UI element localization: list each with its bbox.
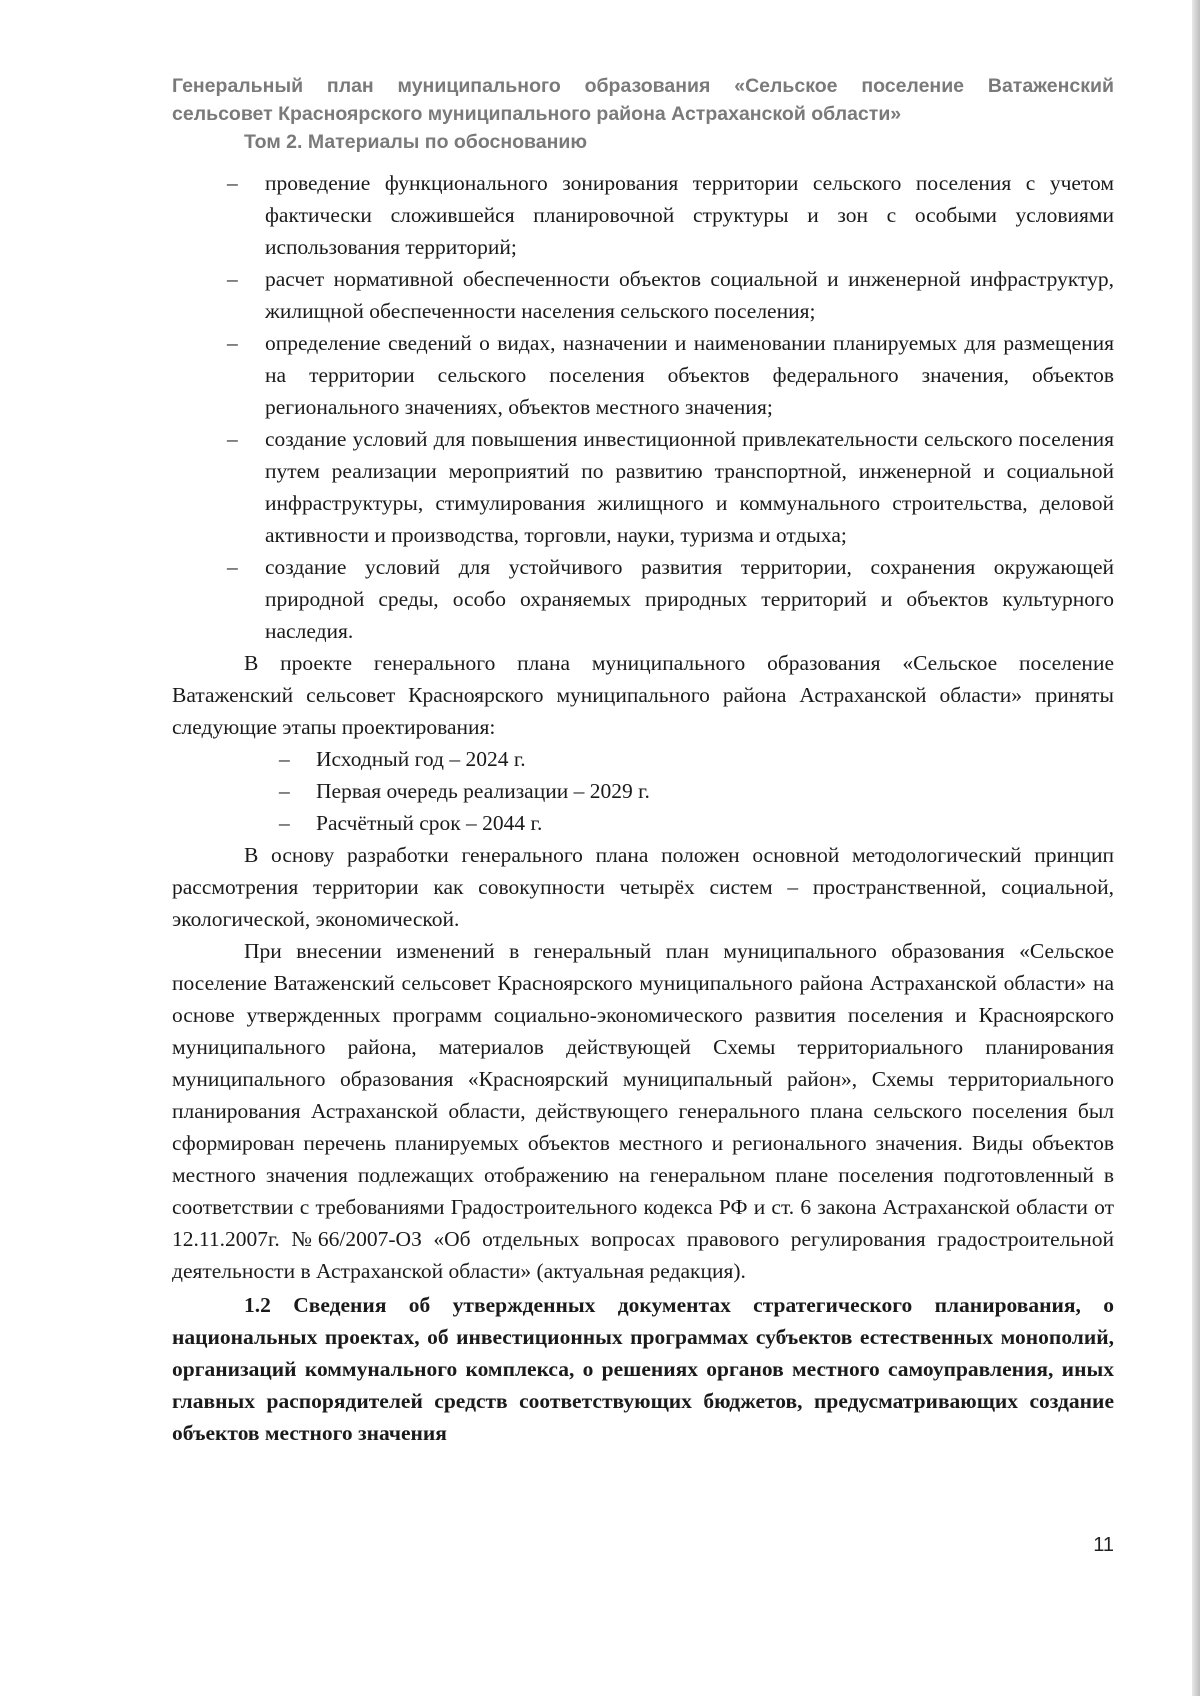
changes-paragraph: При внесении изменений в генеральный план муниципального образования «Сельское поселение Ватаженский сельсовет Красноярского муниципального района Астраханской области» на основе утвержденных программ социально-экономического развития поселения и Красноярского муниципального района, материалов действующей Схемы территориального планирования муниципального образования «Красноярский муниципальный район», Схемы территориального планирования Астраханской области, действующего генерального плана сельского поселения был сформирован перечень планируемых объектов местного и регионального значения. Виды объектов местного значения подлежащих отображению на генеральном плане поселения подготовленный в соответствии с требованиями Градостроительного кодекса РФ и ст. 6 закона Астраханской области от 12.11.2007г. №66/2007-ОЗ «Об отдельных вопросах правового регулирования градостроительной деятельности в Астраханской области» (актуальная редакция). xyxy=(172,939,1114,1283)
header-word: Ватаженский xyxy=(987,75,1114,97)
goal-item: – создание условий для повышения инвестиционной привлекательности сельского поселения путем реализации мероприятий по развитию транспортной, инженерной и социальной инфраструктуры, стимулирования жилищного и коммунального строительства, деловой активности и производства, торговли, науки, туризма и отдыха; xyxy=(172,423,1114,551)
header-line-1 xyxy=(172,72,1114,100)
header-word: Генеральный xyxy=(172,75,304,97)
stage-item: – Первая очередь реализации – 2029 г. xyxy=(172,775,1114,807)
page-edge-shadow xyxy=(1192,0,1200,1696)
header-word: план xyxy=(326,75,374,97)
goal-item: – определение сведений о видах, назначении и наименовании планируемых для размещения на территории сельского поселения объектов федерального значения, объектов регионального значениях, объектов местного значения; xyxy=(172,327,1114,423)
header-line-2: сельсовет Красноярского муниципального района Астраханской области» xyxy=(172,103,902,125)
running-header xyxy=(172,72,1114,156)
stages-list xyxy=(172,743,1114,839)
stage-item: – Расчётный срок – 2044 г. xyxy=(172,807,1114,839)
stages-intro-paragraph: В проекте генерального плана муниципального образования «Сельское поселение Ватаженский сельсовет Красноярского муниципального района Астраханской области» приняты следующие этапы проектирования: xyxy=(172,651,1114,739)
goal-item: – проведение функционального зонирования территории сельского поселения с учетом фактически сложившейся планировочной структуры и зон с особыми условиями использования территорий; xyxy=(172,167,1114,263)
principle-paragraph: В основу разработки генерального плана положен основной методологический принцип рассмотрения территории как совокупности четырёх систем – пространственной, социальной, экологической, экономической. xyxy=(172,843,1114,931)
header-word: образования xyxy=(584,75,711,97)
header-word: «Сельское xyxy=(734,75,838,97)
goal-item: – расчет нормативной обеспеченности объектов социальной и инженерной инфраструктур, жилищной обеспеченности населения сельского поселения; xyxy=(172,263,1114,327)
header-word: поселение xyxy=(861,75,965,97)
goals-list xyxy=(172,167,1114,647)
header-volume-title: Том 2. Материалы по обоснованию xyxy=(244,131,588,153)
header-word: муниципального xyxy=(397,75,561,97)
goal-item: – создание условий для устойчивого развития территории, сохранения окружающей природной среды, особо охраняемых природных территорий и объектов культурного наследия. xyxy=(172,551,1114,647)
section-heading: 1.2 Сведения об утвержденных документах стратегического планирования, о национальных проектах, об инвестиционных программах субъектов естественных монополий, организаций коммунального комплекса, о решениях органов местного самоуправления, иных главных распорядителей средств соответствующих бюджетов, предусматривающих создание объектов местного значения xyxy=(172,1293,1114,1445)
page-number: 11 xyxy=(1093,1534,1114,1556)
document-body xyxy=(172,167,1114,1449)
stage-item: – Исходный год – 2024 г. xyxy=(172,743,1114,775)
